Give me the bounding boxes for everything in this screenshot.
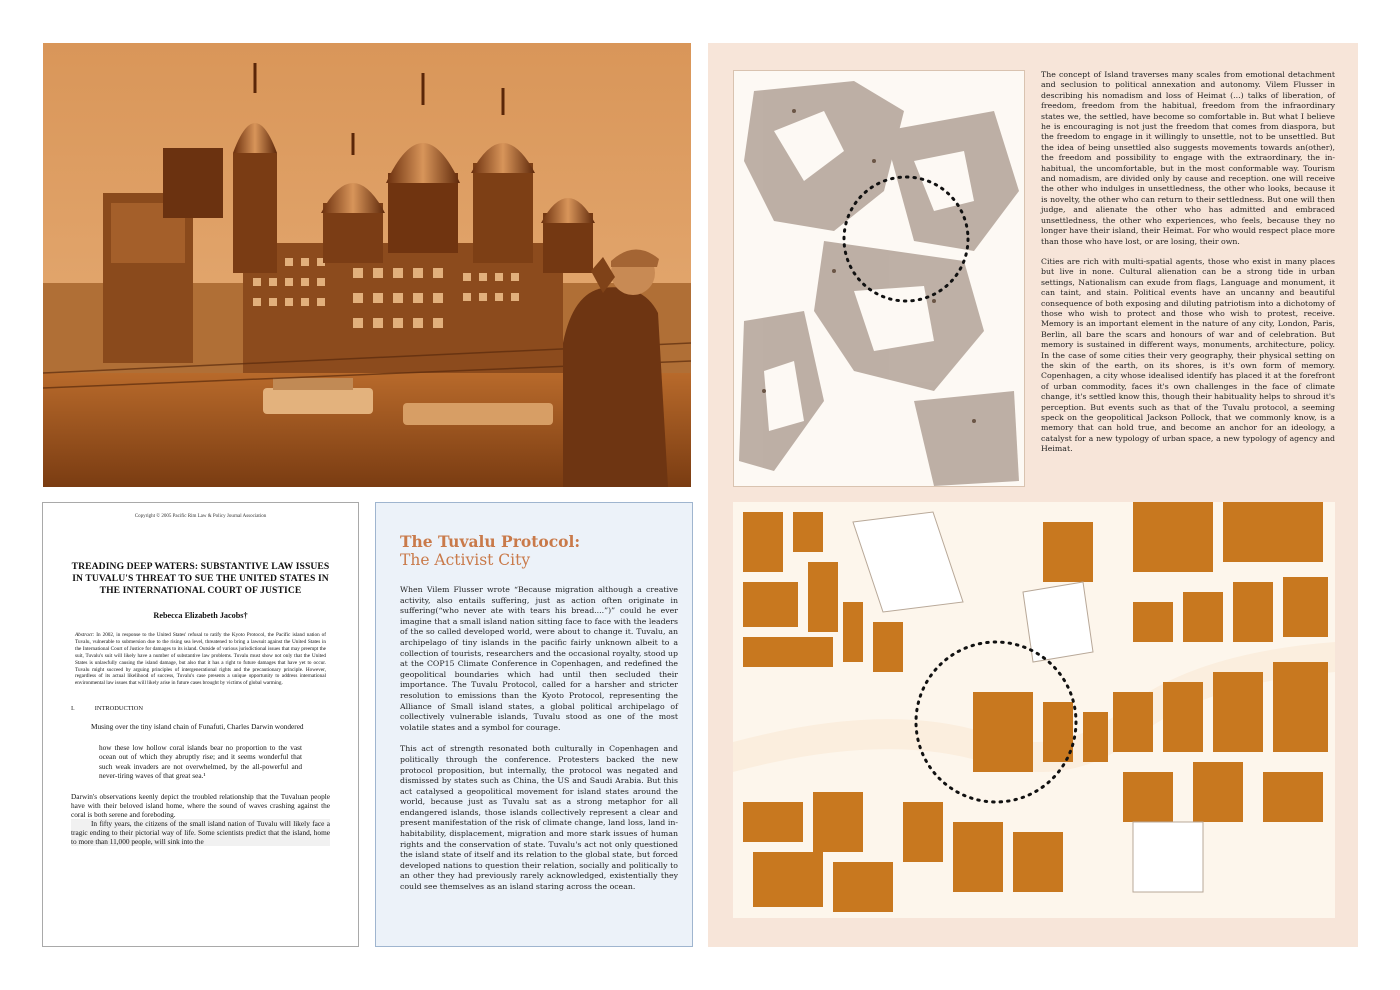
detail-district-map — [733, 502, 1335, 918]
right-paragraph-1: The concept of Island traverses many scales from emotional detachment and seclusion to political annexation and autonomy. Vilem Flusser in describing his nomadism and loss of Heimat (...) talks of liberation, of freedom, freedom from the habitual, freedom from the infraordinary states we, the settled, have become so comfortable in. But what I believe he is encouraging is not just the freedom that comes from diaspora, but the freedom to engage in it willingly to unsettle, not to be unsettled. But the idea of being unsettled also suggests movements towards an(other), the freedom and possibility to engage with the extraordinary, the in-habitual, the uncomfortable, but in the most conformable way. Tourism and nomadism, are divided only by cause and reception. one will receive the other who indulges in unsettledness, the other who looks, because it is novelty, the other who can return to their settledness. But one will then judge, and alienate the other who has admitted and embraced unsettledness, the other who experiences, who feels, because they no longer have their island, their Heimat. For who would respect place more than those who have lost, or are losing, their own. — [1041, 70, 1335, 246]
essay-panel — [375, 502, 693, 947]
essay-subtitle: The Activist City — [400, 551, 531, 569]
essay-title: The Tuvalu Protocol: — [400, 532, 581, 551]
city-figure-ground-map — [733, 70, 1025, 487]
section-heading — [71, 705, 330, 712]
abstract-text: In 2002, in response to the United States' refusal to ratify the Kyoto Protocol, the Pacific island nation of Tuvalu, vulnerable to submersion due to the rising sea level, threatened to bring a lawsuit against the United States in the International Court of Justice for damages to its island. Outside of various jurisdictional issues that may preempt the suit, Tuvalu's suit will likely have a number of substantive law problems. Tuvalu must show not only that the United States is unlawfully causing the island damage, but also that it has a right to future damages that have yet to occur. Tuvalu might succeed by arguing principles of intergenerational rights and the precautionary principle. However, regardless of its actual likelihood of success, Tuvalu's case presents a unique opportunity to address international environmental law issues that will likely arise in future cases brought by victims of global warming. — [75, 632, 326, 687]
section-title: INTRODUCTION — [94, 705, 144, 713]
paper-paragraph-1: Musing over the tiny island chain of Funafuti, Charles Darwin wondered — [91, 722, 304, 732]
essay-paragraph-1: When Vilem Flusser wrote “Because migration although a creative activity, also entails suffering, just as action often originate in suffering(“who never ate with tears his bread....”)” could he ever imagine that a small island nation sitting face to face with the leaders of the so called developed world, were about to change it. Tuvalu, an archipelago of tiny islands in the pacific fairly unknown albeit to a collection of tourists, researchers and the occasional royalty, stood up at the COP15 Climate Conference in Copenhagen, and redefined the geopolitical boundaries which had until then secluded their importance. The Tuvalu Protocol, called for a harsher and stricter resolution to emissions than the Kyoto Protocol, representing the Alliance of Small island states, a global political archipelago of collectively vulnerable islands, Tuvalu stood as one of the most volatile states and a symbol for courage. — [400, 585, 678, 732]
right-essay-text — [1041, 70, 1335, 455]
sepia-collage-photo — [43, 43, 691, 487]
paper-title: TREADING DEEP WATERS: SUBSTANTIVE LAW ISSUES IN TUVALU'S THREAT TO SUE THE UNITED STATES IN THE INTERNATIONAL COURT OF JUSTICE — [71, 561, 330, 596]
right-paragraph-2: Cities are rich with multi-spatial agents, those who exist in many places but live in none. Cultural alienation can be a strong tide in urban settings, Nationalism can exude from flags, Language and monument, it can taint, and stain. Political events have an uncanny and beautiful consequence of both exposing and diluting patriotism into a dichotomy of those who wish to protect and those who wish to protest, receive. Memory is an important element in the nature of any city, London, Paris, Berlin, all bare the scars and honours of war and of celebration. But memory is sustained in different ways, monuments, architecture, policy. In the case of some cities their very geography, their physical setting on the skin of the earth, on its shores, is it's own form of memory. Copenhagen, a city whose idealised identify has placed it at the forefront of urban commodity, faces it's own challenges in the face of climate change, it's settled know this, though their habituality helps to shroud it's perception. But events such as that of the Tuvalu protocol, a seeming speck on the geopolitical Jackson Pollock, that we commonly know, is a memory that can hold true, and become an anchor for an ideology, a catalyst for a new typology of urban space, a new typology of agency and Heimat. — [1041, 256, 1335, 454]
essay-paragraph-2: This act of strength resonated both culturally in Copenhagen and politically through the conference. Protesters backed the new protocol proposition, but internally, the protocol was negated and dismissed by states such as China, the US and Saudi Arabia. But this act catalysed a geopolitical movement for island states around the world, because just as Tuvalu sat as a strong metaphor for all endangered islands, those islands collectively represent a clear and present manifestation of the risk of climate change, land loss, land in-habitability, displacement, migration and more stark issues of human rights and the conservation of state. Tuvalu's act not only questioned the island state of itself and its relation to the global state, but forced developed nations to question their relation, socially and politically to an other they had previously rarely acknowledged, existentially they could see themselves as an island staring across the ocean. — [400, 744, 678, 892]
paper-copyright: Copyright © 2005 Pacific Rim Law & Policy Journal Association — [134, 514, 267, 519]
paper-paragraph-3: In fifty years, the citizens of the small island nation of Tuvalu will likely face a tragic ending to their pictorial way of life. Some scientists predict that the island, home to more than 11,000 people, will sink into the — [71, 819, 330, 847]
law-paper-page — [42, 502, 359, 947]
paper-block-quote: how these low hollow coral islands bear no proportion to the vast ocean out of which they abruptly rise; and it seems wonderful that such weak invaders are not overwhelmed, by the all-powerful and never-tiring waves of that great sea.¹ — [99, 743, 302, 780]
paper-abstract — [71, 632, 330, 687]
paper-paragraph-2: Darwin's observations keenly depict the troubled relationship that the Tuvaluan people have with their beloved island home, where the sound of waves crashing against the coral is both serene and foreboding. — [71, 792, 330, 820]
section-number: I. — [71, 705, 75, 713]
abstract-label: Abstract: — [75, 632, 95, 638]
paper-author: Rebecca Elizabeth Jacobs† — [153, 611, 248, 620]
